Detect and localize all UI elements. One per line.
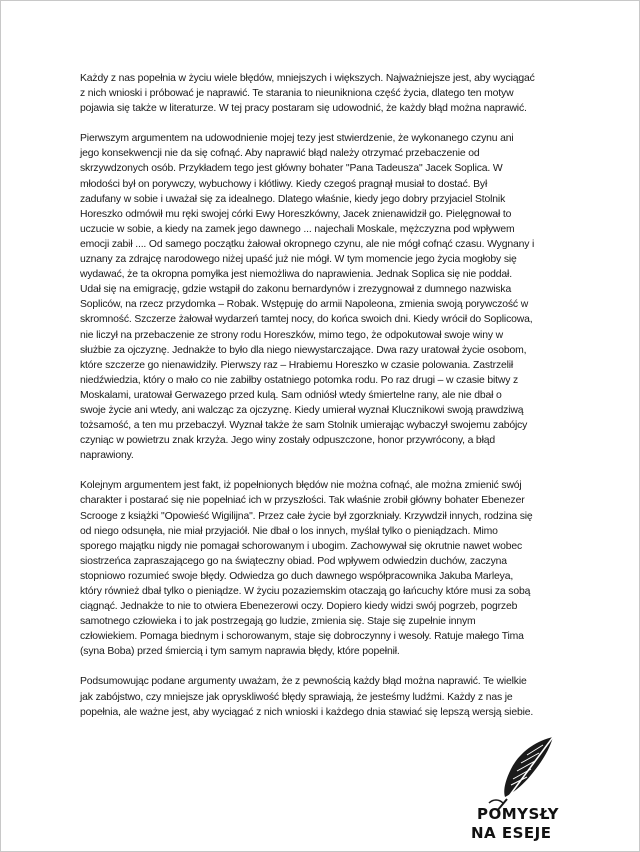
paragraph-argument-1: Pierwszym argumentem na udowodnienie mojej tezy jest stwierdzenie, że wykonanego czynu ani jego konsekwencji nie da się cofnąć. Aby naprawić błąd należy otrzymać przebaczenie od skrzywdzonych osób. Przykładem tego jest główny bohater "Pana Tadeusza" Jacek Soplica. W młodości był on porywczy, wybuchowy i kłótliwy. Kiedy czegoś pragnął musiał to dostać. Był zadufany w sobie i uważał się za idealnego. Dlatego właśnie, kiedy jego dobry przyjaciel Stolnik Horeszko odmówił mu ręki swojej córki Ewy Horeszkówny, Jacek znienawidził go. Pielęgnował to uczucie w sobie, a kiedy na zamek jego dawnego ... najechali Moskale, mężczyzna pod wpływem emocji zabił .... Od samego początku żałował okropnego czynu, ale nie mógł cofnąć czasu. Wygnany i uznany za zdrajcę narodowego niżej upaść już nie mógł. W tym momencie jego życia mogłoby się wydawać, że ta okropna pomyłka jest niemożliwa do naprawienia. Jednak Soplica się nie poddał. Udał się na emigrację, gdzie wstąpił do zakonu bernardynów i zrezygnował z dumnego nazwiska Sopliców, na rzecz przydomka – Robak. Wstępuję do armii Napoleona, zmienia swoją porywczość w skromność. Szczerze żałował wydarzeń tamtej nocy, do końca swoich dni. Kiedy wrócił do Soplicowa, nie liczył na przebaczenie ze strony rodu Horeszków, mimo tego, że odpokutował swoje winy w służbie za ojczyznę. Jednakże to było dla niego niewystarczające. Dwa razy uratował życie osobom, które szczerze go nienawidziły. Pierwszy raz – Hrabiemu Horeszko w czasie polowania. Zastrzelił niedźwiedzia, który o mało co nie zabiłby ostatniego potomka rodu. Po raz drugi – w czasie bitwy z Moskalami, uratował Gerwazego przed kulą. Sam odniósł wtedy śmiertelne rany, ale nie dbał o swoje życie ani wtedy, ani walcząc za ojczyznę. Kiedy umierał wyznał Klucznikowi swoją prawdziwą tożsamość, a ten mu przebaczył. Wyznał także że sam Stolnik umierając wybaczył swojemu zabójcy czyniąc w powietrzu znak krzyża. Jego winy zostały odpuszczone, honor przywrócony, a błąd naprawiony. (80, 133, 535, 462)
paragraph-intro: Każdy z nas popełnia w życiu wiele błędów, mniejszych i większych. Najważniejsze jest, aby wyciągać z nich wnioski i próbować je naprawić. Te starania to nieunikniona część życia, dlatego ten motyw pojawia się także w literaturze. W tej pracy postaram się udowodnić, że każdy błąd można naprawić. (80, 73, 535, 115)
quill-feather-icon (483, 733, 563, 813)
logo-text-line2: NA ESEJE (471, 824, 552, 842)
essay-body (80, 71, 565, 735)
logo-text-line1: POMYSŁY (477, 805, 559, 823)
brand-logo (461, 731, 581, 846)
paragraph-argument-2: Kolejnym argumentem jest fakt, iż popełnionych błędów nie można cofnąć, ale można zmienić swój charakter i postarać się nie popełniać ich w przyszłości. Tak właśnie zrobił główny bohater Ebenezer Scrooge z książki "Opowieść Wigilijna". Przez całe życie był zgorzkniały. Krzywdził innych, rodzina się od niego odsunęła, nie miał przyjaciół. Nie dbał o los innych, myślał tylko o pieniądzach. Mimo sporego majątku nigdy nie pomagał schorowanym i ubogim. Zachowywał się okrutnie nawet wobec siostrzeńca zapraszającego go na świąteczny obiad. Pod wpływem odwiedzin duchów, zaczyna stopniowo rozumieć swoje błędy. Odwiedza go duch dawnego współpracownika Jakuba Marleya, który również dbał tylko o pieniądze. W życiu pozaziemskim otaczają go łańcuchy które musi za sobą ciągnąć. Jednakże to nie to otwiera Ebenezerowi oczy. Dopiero kiedy widzi swój pogrzeb, pogrzeb samotnego człowieka i to jak postrzegają go ludzie, zmienia się. Staje się zupełnie innym człowiekiem. Pomaga biednym i schorowanym, staje się dobroczynny i wesoły. Ratuje małego Tima (syna Boba) przed śmiercią i tym samym naprawia błędy, które popełnił. (80, 480, 533, 658)
paragraph-conclusion: Podsumowując podane argumenty uważam, że z pewnością każdy błąd można naprawić. Te wielkie jak zabójstwo, czy mniejsze jak opryskliwość błędy sprawiają, że jesteśmy ludźmi. Każdy z nas je popełnia, ale ważne jest, aby wyciągać z nich wnioski i każdego dnia stawiać się lepszą wersją siebie. (80, 676, 534, 718)
